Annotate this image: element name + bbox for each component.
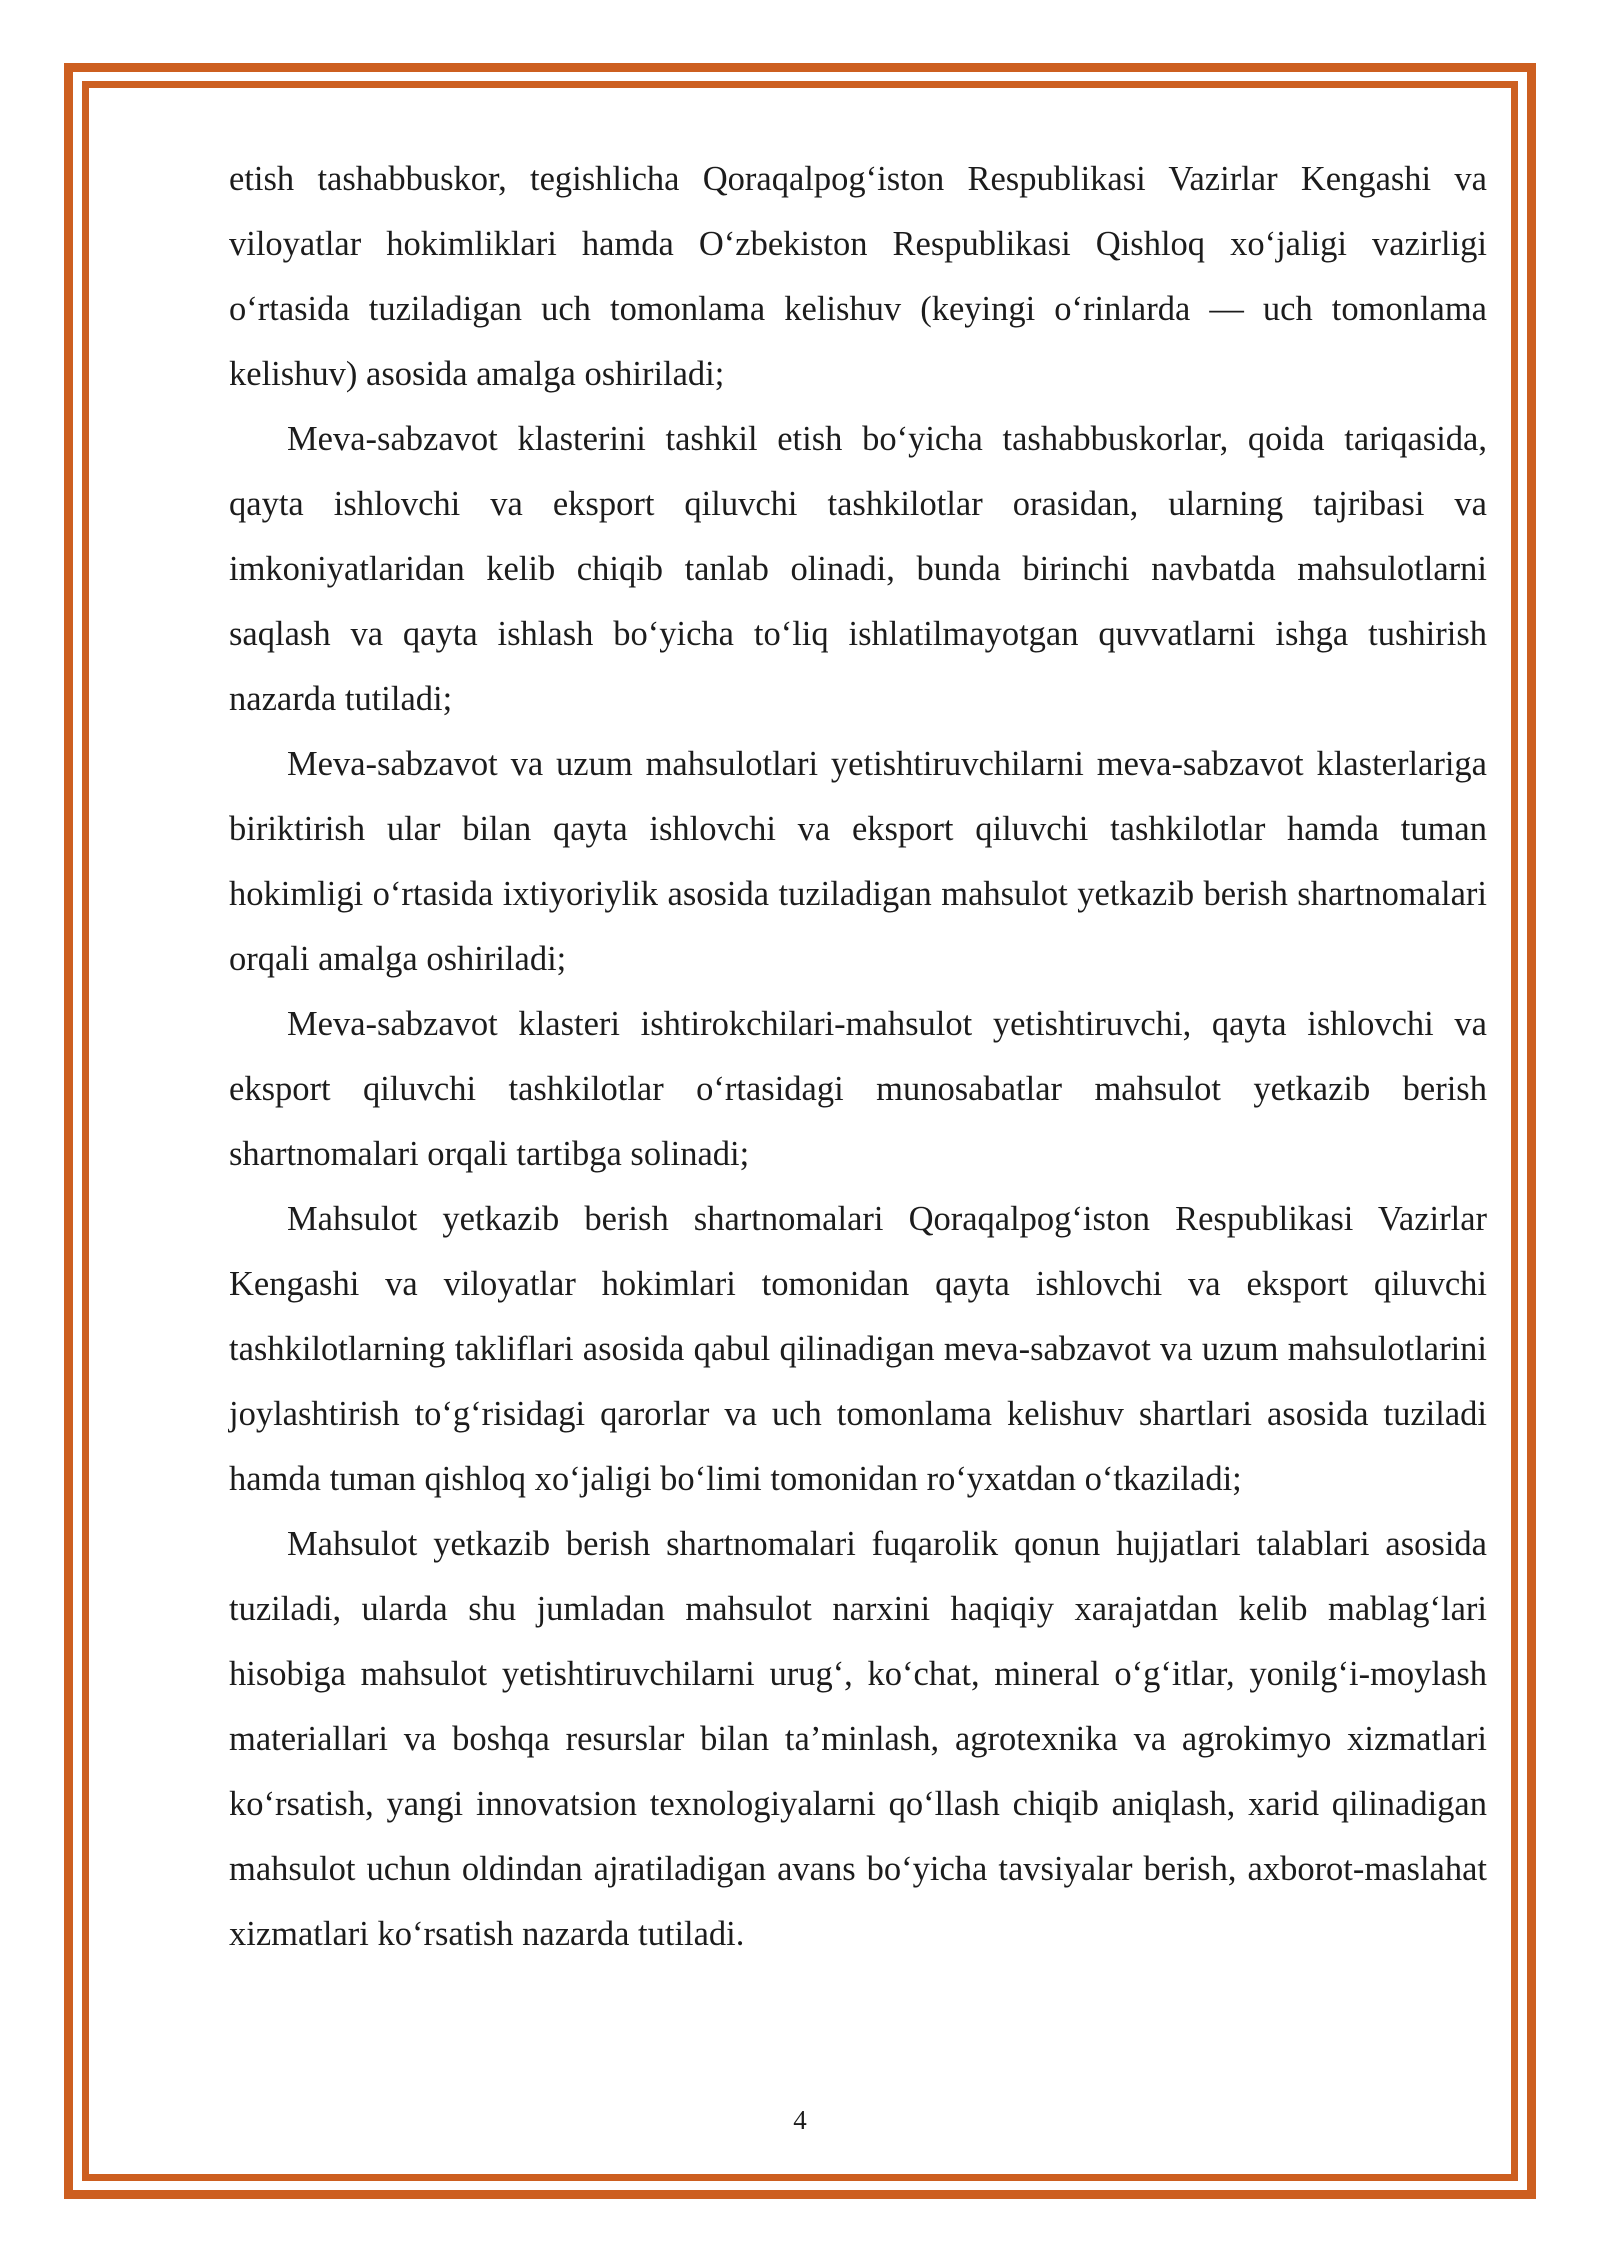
paragraph: Meva-sabzavot va uzum mahsulotlari yetishtiruvchilarni meva-sabzavot klasterlariga biriktirish ular bilan qayta ishlovchi va eksport qiluvchi tashkilotlar hamda tuman hokimligi o‘rtasida ixtiyoriylik asosida tuziladigan mahsulot yetkazib berish shartnomalari orqali amalga oshiriladi; <box>229 745 1487 978</box>
paragraph: Meva-sabzavot klasteri ishtirokchilari-mahsulot yetishtiruvchi, qayta ishlovchi va eksport qiluvchi tashkilotlar o‘rtasidagi munosabatlar mahsulot yetkazib berish shartnomalari orqali tartibga solinadi; <box>229 1005 1487 1173</box>
paragraph: Mahsulot yetkazib berish shartnomalari Qoraqalpog‘iston Respublikasi Vazirlar Kengashi va viloyatlar hokimlari tomonidan qayta ishlovchi va eksport qiluvchi tashkilotlarning takliflari asosida qabul qilinadigan meva-sabzavot va uzum mahsulotlarini joylashtirish to‘g‘risidagi qarorlar va uch tomonlama kelishuv shartlari asosida tuziladi hamda tuman qishloq xo‘jaligi bo‘limi tomonidan ro‘yxatdan o‘tkaziladi; <box>229 1200 1487 1498</box>
paragraph: Mahsulot yetkazib berish shartnomalari fuqarolik qonun hujjatlari talablari asosida tuziladi, ularda shu jumladan mahsulot narxini haqiqiy xarajatdan kelib mablag‘lari hisobiga mahsulot yetishtiruvchilarni urug‘, ko‘chat, mineral o‘g‘itlar, yonilg‘i-moylash materiallari va boshqa resurslar bilan ta’minlash, agrotexnika va agrokimyo xizmatlari ko‘rsatish, yangi innovatsion texnologiyalarni qo‘llash chiqib aniqlash, xarid qilinadigan mahsulot uchun oldindan ajratiladigan avans bo‘yicha tavsiyalar berish, axborot-maslahat xizmatlari ko‘rsatish nazarda tutiladi. <box>229 1525 1487 1953</box>
document-body <box>229 147 1487 1967</box>
page-number: 4 <box>793 2105 807 2135</box>
paragraph-continuation: etish tashabbuskor, tegishlicha Qoraqalpog‘iston Respublikasi Vazirlar Kengashi va viloyatlar hokimliklari hamda O‘zbekiston Respublikasi Qishloq xo‘jaligi vazirligi o‘rtasida tuziladigan uch tomonlama kelishuv (keyingi o‘rinlarda — uch tomonlama kelishuv) asosida amalga oshiriladi; <box>229 160 1487 393</box>
paragraph: Meva-sabzavot klasterini tashkil etish bo‘yicha tashabbuskorlar, qoida tariqasida, qayta ishlovchi va eksport qiluvchi tashkilotlar orasidan, ularning tajribasi va imkoniyatlaridan kelib chiqib tanlab olinadi, bunda birinchi navbatda mahsulotlarni saqlash va qayta ishlash bo‘yicha to‘liq ishlatilmayotgan quvvatlarni ishga tushirish nazarda tutiladi; <box>229 420 1487 718</box>
